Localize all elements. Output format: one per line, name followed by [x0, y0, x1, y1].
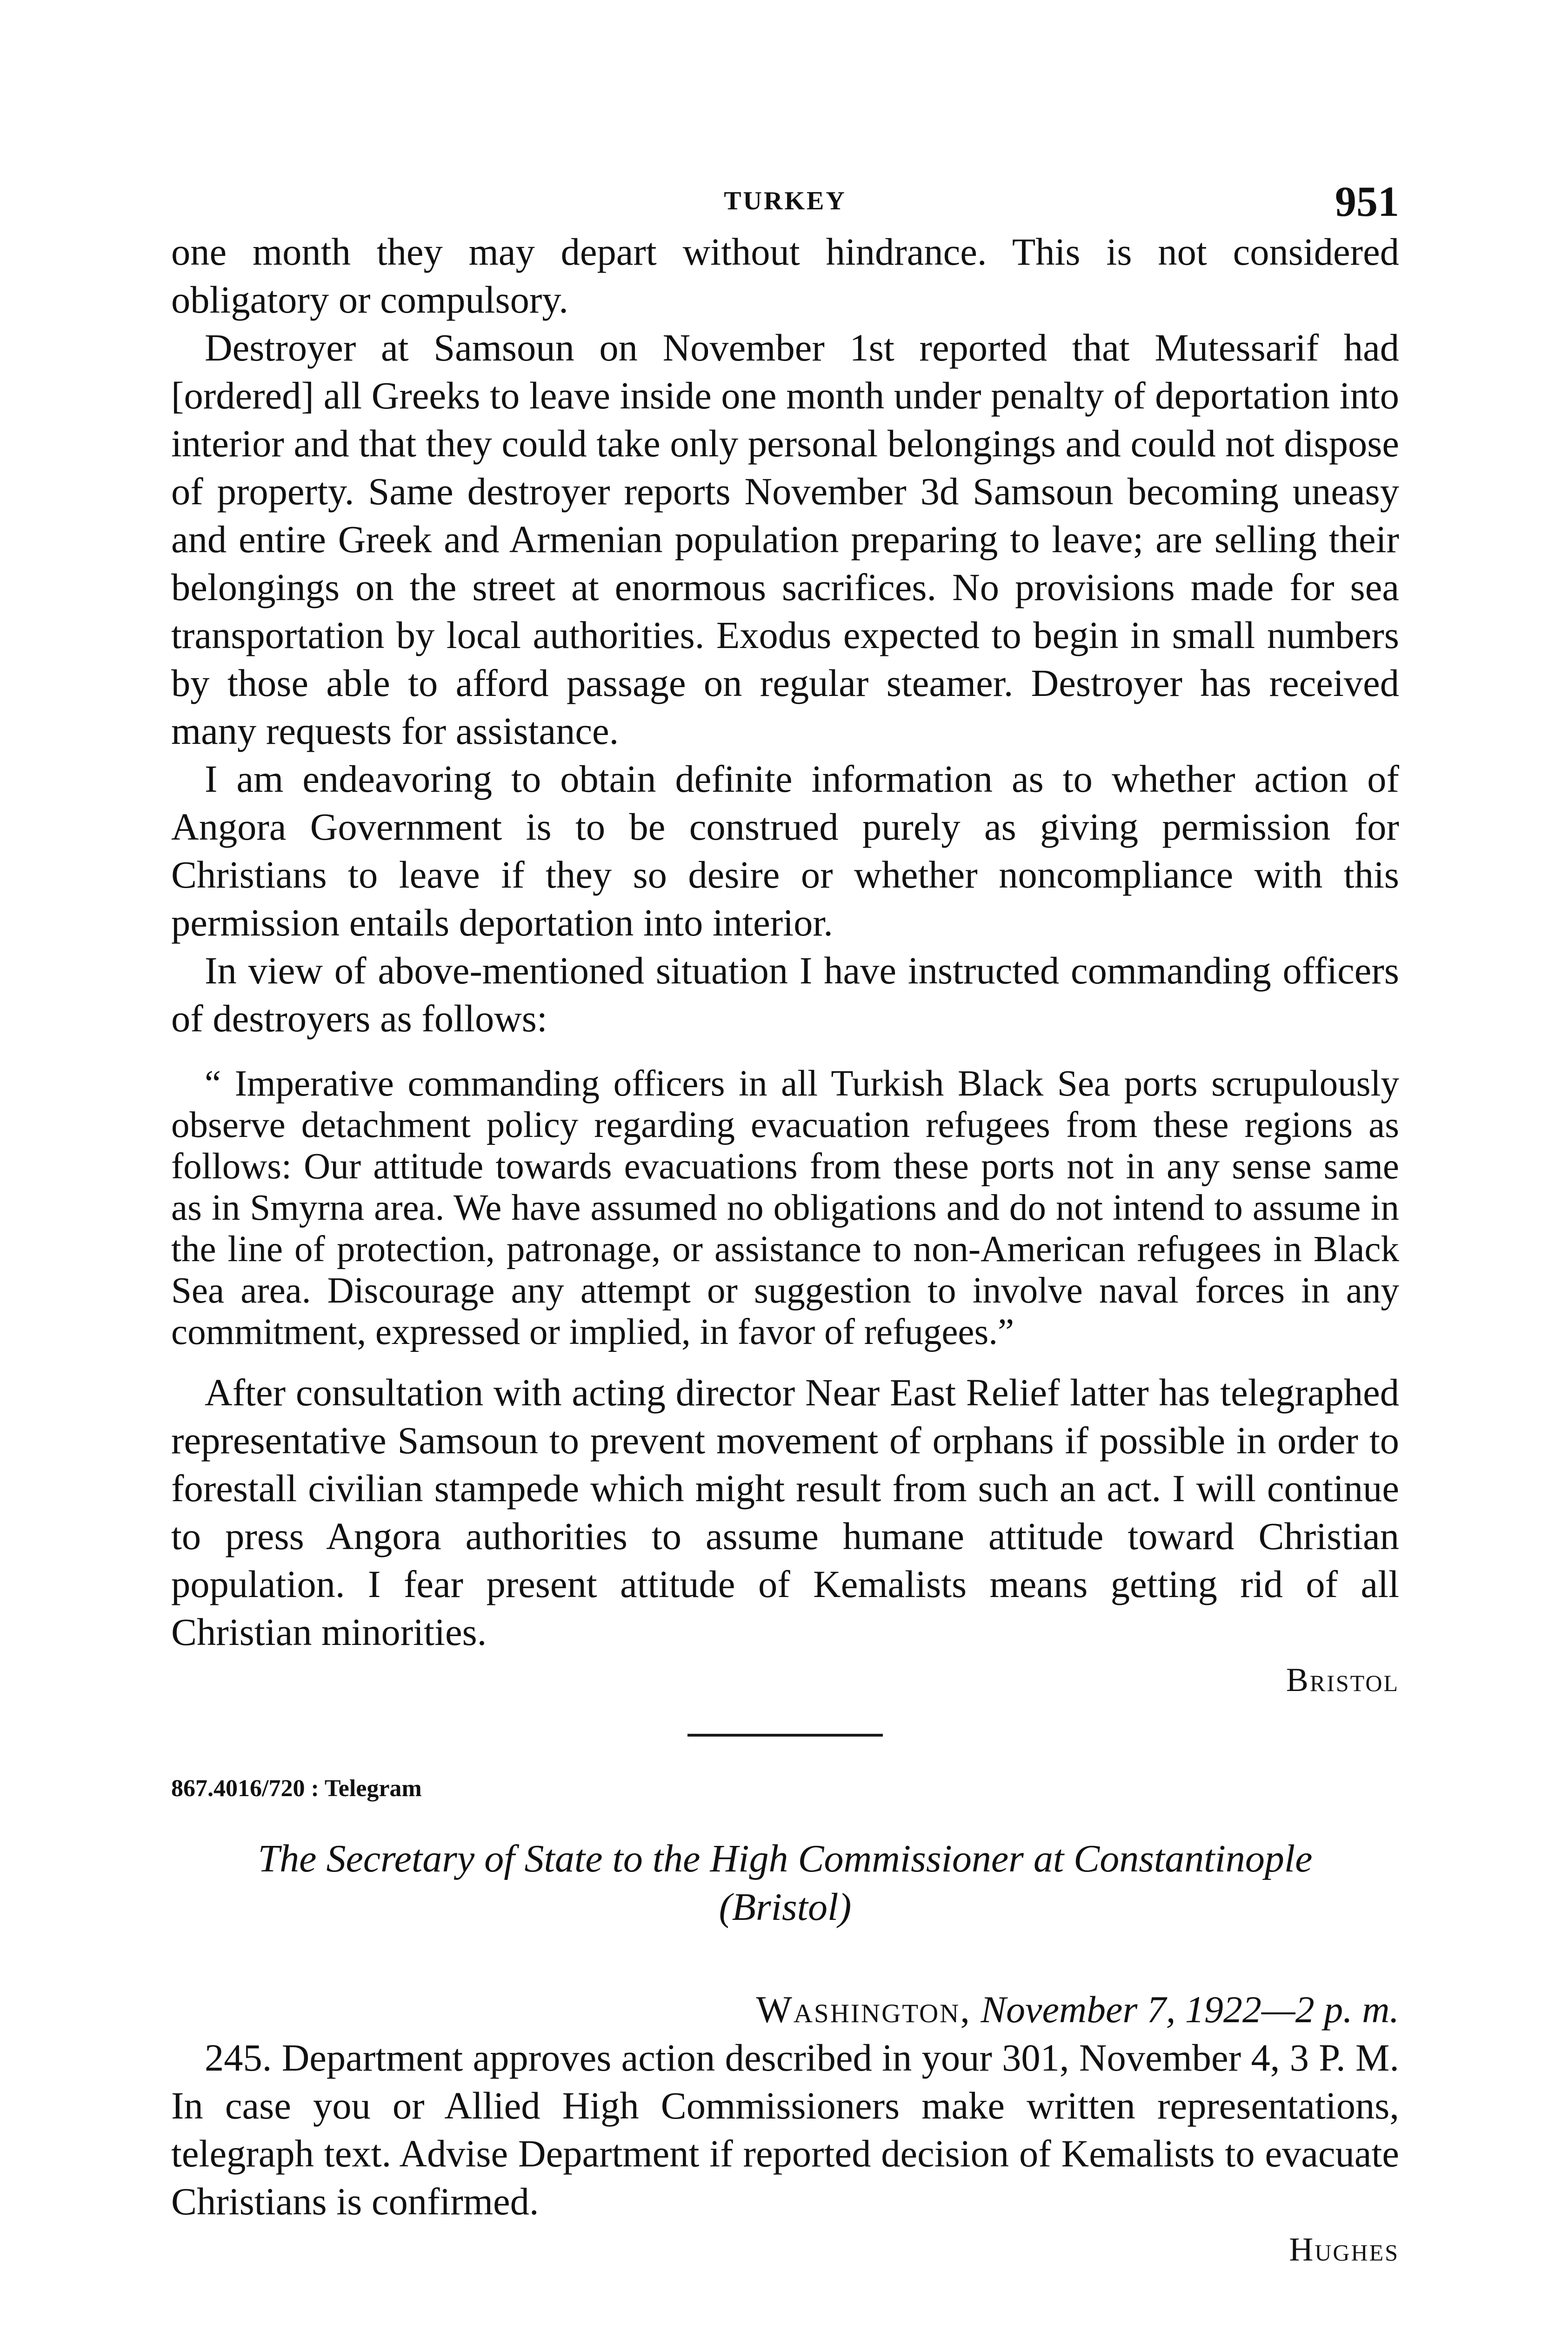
- document-page: [171, 177, 1399, 2273]
- paragraph-instructions-intro: In view of above-mentioned situation I have instructed commanding officers of destroyers as follows:: [171, 949, 1399, 1040]
- page-header: [171, 177, 1399, 228]
- section-divider: [687, 1734, 883, 1737]
- quoted-instruction: “ Imperative commanding officers in all Turkish Black Sea ports scrupulously observe detachment policy regarding evacuation refugees from these regions as follows: Our attitude towards evacuations from these ports not in any sense same as in Smyrna area. We have assumed no obligations and do not intend to assume in the line of protection, patronage, or assistance to non-American refugees in Black Sea area. Discourage any attempt or suggestion to involve naval forces in any commitment, expressed or implied, in favor of refugees.”: [171, 1063, 1399, 1352]
- dateline-place: Washington,: [756, 1988, 971, 2031]
- signature-bristol: Bristol: [1286, 1661, 1399, 1698]
- dateline-date: November 7, 1922—2 p. m.: [981, 1988, 1399, 2031]
- running-head: TURKEY: [724, 187, 847, 215]
- page-number: 951: [1335, 178, 1399, 225]
- signature-hughes: Hughes: [1289, 2231, 1399, 2268]
- file-reference: 867.4016/720 : Telegram: [171, 1775, 422, 1802]
- paragraph-angora-inquiry: I am endeavoring to obtain definite information as to whether action of Angora Government is to be construed purely as giving permission for Christians to leave if they so desire or whether noncompliance with this permission entails deportation into interior.: [171, 757, 1399, 944]
- document-title: [171, 1835, 1399, 1932]
- document-title-line1: The Secretary of State to the High Commissioner at Constantinople: [258, 1837, 1313, 1880]
- dateline: [171, 1985, 1399, 2034]
- paragraph-continued: one month they may depart without hindrance. This is not considered obligatory or compulsory.: [171, 230, 1399, 321]
- paragraph-near-east-relief: After consultation with acting director Near East Relief latter has telegraphed representative Samsoun to prevent movement of orphans if possible in order to forestall civilian stampede which might result from such an act. I will continue to press Angora authorities to assume humane attitude toward Christian population. I fear present attitude of Kemalists means getting rid of all Christian minorities.: [171, 1371, 1399, 1653]
- paragraph-department-approval: 245. Department approves action described in your 301, November 4, 3 P. M. In case you or Allied High Commissioners make written representations, telegraph text. Advise Department if reported decision of Kemalists to evacuate Christians is confirmed.: [171, 2036, 1399, 2223]
- paragraph-destroyer-report: Destroyer at Samsoun on November 1st reported that Mutessarif had [ordered] all Greeks to leave inside one month under penalty of deportation into interior and that they could take only personal belongings and could not dispose of property. Same destroyer reports November 3d Samsoun becoming uneasy and entire Greek and Armenian population preparing to leave; are selling their belongings on the street at enormous sacrifices. No provisions made for sea transportation by local authorities. Exodus expected to begin in small numbers by those able to afford passage on regular steamer. Destroyer has received many requests for assistance.: [171, 326, 1399, 752]
- document-title-line2: (Bristol): [719, 1885, 852, 1929]
